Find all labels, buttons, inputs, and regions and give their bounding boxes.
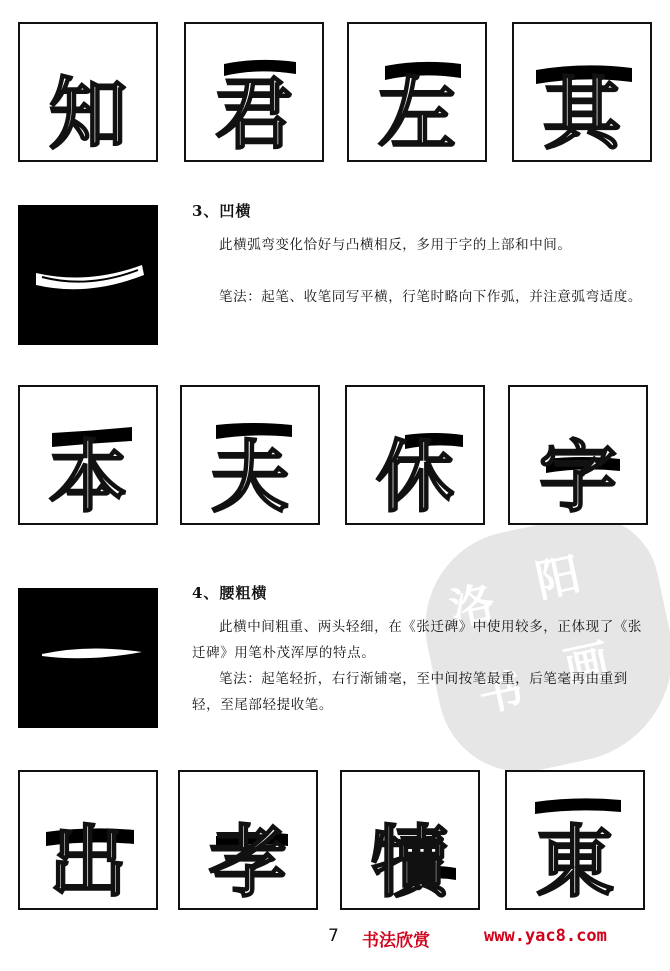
description-paragraph: 此横弧弯变化恰好与凸横相反，多用于字的上部和中间。 bbox=[219, 237, 572, 253]
example-character: 夫 bbox=[210, 433, 289, 523]
technique-paragraph: 笔法：起笔轻折，右行渐铺毫，至中间按笔最重，后笔毫再由重到轻，至尾部轻提收笔。 bbox=[192, 671, 628, 713]
example-char-box bbox=[508, 385, 648, 525]
example-char-box bbox=[18, 770, 158, 910]
example-character: 本 bbox=[48, 433, 127, 523]
example-character: 孝 bbox=[208, 818, 287, 908]
example-char-box bbox=[178, 770, 318, 910]
stroke-sample bbox=[18, 205, 158, 345]
site-url[interactable]: www.yac8.com bbox=[484, 926, 607, 946]
example-character: 字 bbox=[538, 433, 617, 523]
example-character: 休 bbox=[375, 433, 454, 523]
example-character: 出 bbox=[48, 818, 127, 908]
example-character: 犢 bbox=[370, 818, 449, 908]
example-character: 知 bbox=[48, 70, 127, 160]
page-number: 7 bbox=[328, 926, 339, 946]
example-char-box bbox=[180, 385, 320, 525]
example-char-box bbox=[512, 22, 652, 162]
example-char-box bbox=[18, 385, 158, 525]
description-paragraph: 此横中间粗重、两头轻细，在《张迁碑》中使用较多，正体现了《张迁碑》用笔朴茂浑厚的特点。 bbox=[192, 619, 642, 661]
example-character: 其 bbox=[542, 70, 621, 160]
example-char-box bbox=[184, 22, 324, 162]
site-name: 书法欣赏 bbox=[362, 931, 430, 951]
example-character: 左 bbox=[377, 70, 456, 160]
example-char-box bbox=[347, 22, 487, 162]
stroke-sample bbox=[18, 588, 158, 728]
example-character: 東 bbox=[535, 818, 614, 908]
example-char-box bbox=[505, 770, 645, 910]
watermark-seal: 洛 阳 书 画 bbox=[408, 503, 670, 788]
example-char-box bbox=[340, 770, 480, 910]
technique-paragraph: 笔法：起笔、收笔同写平横，行笔时略向下作弧，并注意弧弯适度。 bbox=[219, 289, 642, 305]
example-character: 君 bbox=[214, 70, 293, 160]
section-title: 4、腰粗横 bbox=[192, 584, 268, 602]
section-title: 3、凹横 bbox=[192, 202, 252, 220]
example-char-box bbox=[18, 22, 158, 162]
example-char-box bbox=[345, 385, 485, 525]
